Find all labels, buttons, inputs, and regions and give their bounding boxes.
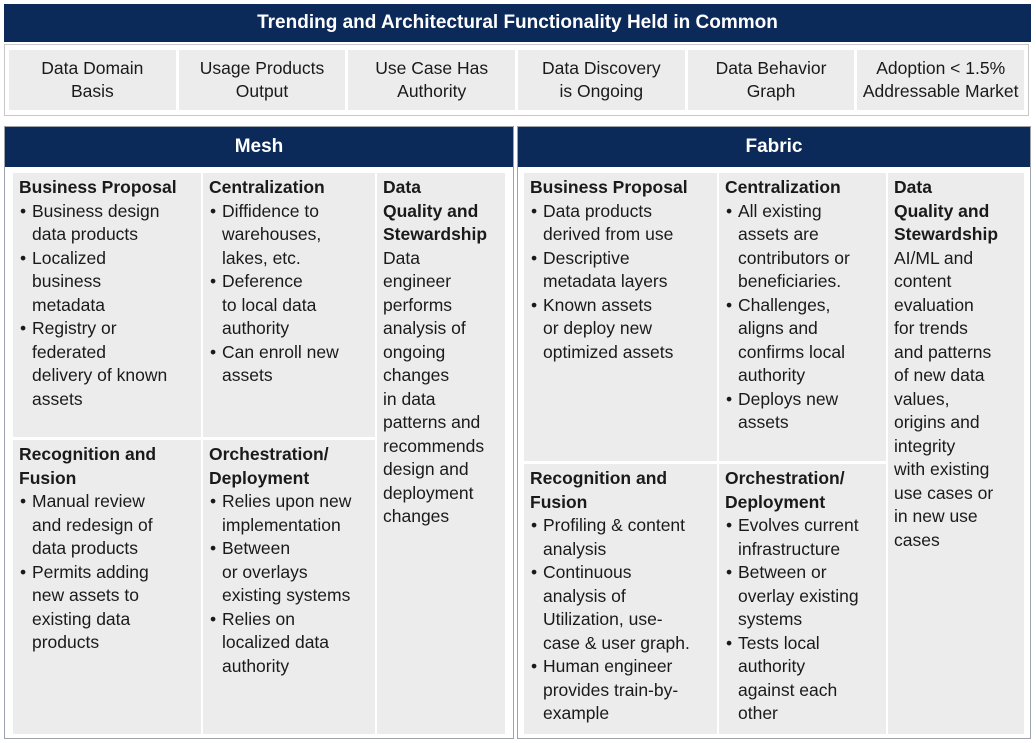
common-functionality-banner bbox=[4, 4, 1031, 42]
list-item: • Manual review and redesign of data products bbox=[19, 490, 195, 561]
list-item: • Descriptive metadata layers bbox=[530, 247, 711, 294]
mesh-title: Mesh bbox=[234, 136, 284, 157]
list-item: • Relies upon new implementation bbox=[209, 490, 369, 537]
mesh-header bbox=[5, 127, 513, 167]
common-item-adoption: Adoption < 1.5% Addressable Market bbox=[857, 50, 1024, 110]
mesh-panel bbox=[4, 126, 514, 739]
mesh-data-quality-title: Data Quality and Stewardship bbox=[383, 177, 488, 244]
list-item: • Tests local authority against each other bbox=[725, 632, 880, 726]
fabric-orchestration bbox=[719, 464, 886, 734]
mesh-recognition-fusion bbox=[13, 440, 201, 734]
fabric-orchestration-list bbox=[725, 514, 880, 726]
list-item: • Permits adding new assets to existing data products bbox=[19, 561, 195, 655]
fabric-orchestration-title: Orchestration/ Deployment bbox=[725, 468, 845, 512]
list-item: • Deference to local data authority bbox=[209, 270, 369, 341]
mesh-centralization bbox=[203, 173, 375, 437]
common-item-usage-products: Usage Products Output bbox=[179, 50, 346, 110]
mesh-centralization-list bbox=[209, 200, 369, 388]
fabric-data-quality-text: AI/ML and content evaluation for trends and patterns of new data values, origins and integrity with existing use cases or in new use cases bbox=[894, 247, 994, 550]
list-item: • Data products derived from use bbox=[530, 200, 711, 247]
fabric-business-proposal-list bbox=[530, 200, 711, 365]
fabric-data-quality bbox=[888, 173, 1024, 734]
fabric-panel bbox=[517, 126, 1031, 739]
list-item: • Diffidence to warehouses, lakes, etc. bbox=[209, 200, 369, 271]
mesh-data-quality-text: Data engineer performs analysis of ongoing changes in data patterns and recommends design and deployment changes bbox=[383, 247, 485, 526]
list-item: • Continuous analysis of Utilization, use- case & user graph. bbox=[530, 561, 711, 655]
fabric-recognition-title: Recognition and Fusion bbox=[530, 468, 668, 512]
list-item: • Profiling & content analysis bbox=[530, 514, 711, 561]
fabric-business-proposal bbox=[524, 173, 717, 461]
mesh-data-quality bbox=[377, 173, 505, 734]
mesh-centralization-title: Centralization bbox=[209, 177, 325, 197]
list-item: • Evolves current infrastructure bbox=[725, 514, 880, 561]
common-item-data-behavior-graph: Data Behavior Graph bbox=[688, 50, 855, 110]
list-item: • Business design data products bbox=[19, 200, 195, 247]
list-item: • Relies on localized data authority bbox=[209, 608, 369, 679]
mesh-recognition-title: Recognition and Fusion bbox=[19, 444, 157, 488]
list-item: • Localized business metadata bbox=[19, 247, 195, 318]
fabric-business-proposal-title: Business Proposal bbox=[530, 177, 688, 197]
list-item: • Between or overlays existing systems bbox=[209, 537, 369, 608]
mesh-business-proposal bbox=[13, 173, 201, 437]
mesh-orchestration bbox=[203, 440, 375, 734]
list-item: • Human engineer provides train-by- example bbox=[530, 655, 711, 726]
mesh-orchestration-title: Orchestration/ Deployment bbox=[209, 444, 329, 488]
common-item-data-domain: Data Domain Basis bbox=[9, 50, 176, 110]
fabric-recognition-fusion bbox=[524, 464, 717, 734]
list-item: • All existing assets are contributors or beneficiaries. bbox=[725, 200, 880, 294]
list-item: • Registry or federated delivery of known assets bbox=[19, 317, 195, 411]
common-functionality-row bbox=[4, 44, 1029, 116]
list-item: • Known assets or deploy new optimized assets bbox=[530, 294, 711, 365]
fabric-data-quality-title: Data Quality and Stewardship bbox=[894, 177, 999, 244]
fabric-recognition-list bbox=[530, 514, 711, 726]
fabric-centralization-list bbox=[725, 200, 880, 435]
mesh-recognition-list bbox=[19, 490, 195, 655]
list-item: • Can enroll new assets bbox=[209, 341, 369, 388]
fabric-centralization bbox=[719, 173, 886, 461]
fabric-header bbox=[518, 127, 1030, 167]
fabric-title: Fabric bbox=[745, 136, 803, 157]
banner-title: Trending and Architectural Functionality Held in Common bbox=[257, 12, 778, 33]
fabric-centralization-title: Centralization bbox=[725, 177, 841, 197]
list-item: • Between or overlay existing systems bbox=[725, 561, 880, 632]
mesh-business-proposal-title: Business Proposal bbox=[19, 177, 177, 197]
list-item: • Deploys new assets bbox=[725, 388, 880, 435]
list-item: • Challenges, aligns and confirms local authority bbox=[725, 294, 880, 388]
common-item-data-discovery: Data Discovery is Ongoing bbox=[518, 50, 685, 110]
common-item-use-case-authority: Use Case Has Authority bbox=[348, 50, 515, 110]
mesh-business-proposal-list bbox=[19, 200, 195, 412]
mesh-orchestration-list bbox=[209, 490, 369, 678]
